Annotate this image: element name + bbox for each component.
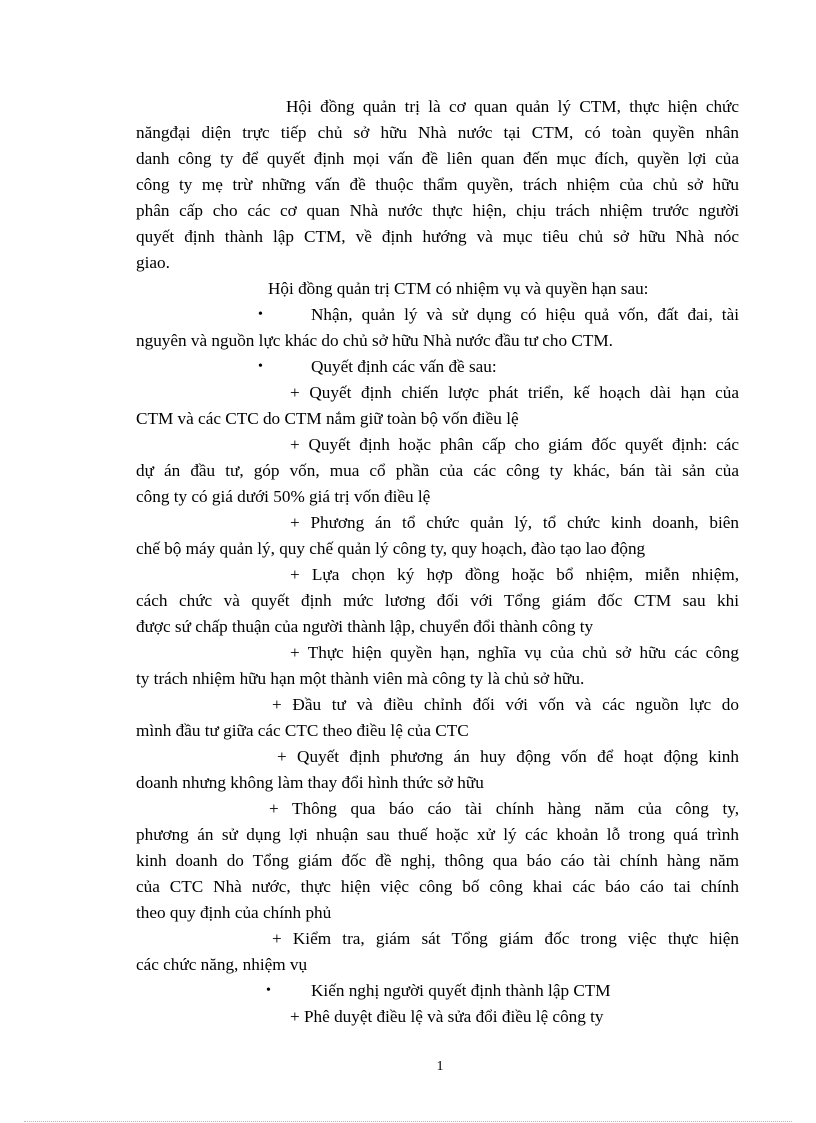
sub-item-line: + Thực hiện quyền hạn, nghĩa vụ của chủ sở hữu các công xyxy=(290,643,739,662)
sub-item-line: doanh nhưng không làm thay đổi hình thức sở hữu xyxy=(136,773,484,792)
bullet-line: nguyên và nguồn lực khác do chủ sở hữu Nhà nước đầu tư cho CTM. xyxy=(136,331,613,350)
sub-item-line: các chức năng, nhiệm vụ xyxy=(136,955,308,974)
sub-item-line: theo quy định của chính phủ xyxy=(136,903,332,922)
paragraph-line: năngđại diện trực tiếp chủ sở hữu Nhà nước tại CTM, có toàn quyền nhân xyxy=(136,123,739,142)
sub-item-line: kinh doanh do Tổng giám đốc đề nghị, thông qua báo cáo tài chính hàng năm xyxy=(136,851,739,870)
sub-item-line: cách chức và quyết định mức lương đối với Tổng giám đốc CTM sau khi xyxy=(136,591,739,610)
sub-item-line: CTM và các CTC do CTM nắm giữ toàn bộ vốn điều lệ xyxy=(136,409,519,428)
bullet-icon: • xyxy=(258,359,263,374)
sub-item-line: + Đầu tư và điều chỉnh đối với vốn và các nguồn lực do xyxy=(272,695,739,714)
sub-item-line: + Quyết định chiến lược phát triển, kế hoạch dài hạn của xyxy=(290,383,739,402)
sub-item-line: + Phương án tổ chức quản lý, tổ chức kinh doanh, biên xyxy=(290,513,739,532)
bullet-line: Nhận, quản lý và sử dụng có hiệu quả vốn, đất đai, tài xyxy=(311,305,739,324)
paragraph-line: quyết định thành lập CTM, về định hướng và mục tiêu chủ sở hữu Nhà nóc xyxy=(136,227,739,246)
sub-item-line: + Kiểm tra, giám sát Tổng giám đốc trong việc thực hiện xyxy=(272,929,739,948)
bullet-line: Kiến nghị người quyết định thành lập CTM xyxy=(311,981,611,1000)
sub-item-line: mình đầu tư giữa các CTC theo điều lệ của CTC xyxy=(136,721,469,740)
sub-item-line: + Lựa chọn ký hợp đồng hoặc bổ nhiệm, miễn nhiệm, xyxy=(290,565,739,584)
paragraph-line: Hội đồng quản trị là cơ quan quản lý CTM, thực hiện chức xyxy=(286,97,739,116)
paragraph-line: giao. xyxy=(136,253,170,272)
sub-item-line: ty trách nhiệm hữu hạn một thành viên mà công ty là chủ sở hữu. xyxy=(136,669,585,688)
paragraph-line: danh công ty để quyết định mọi vấn đề liên quan đến mục đích, quyền lợi của xyxy=(136,149,739,168)
sub-item-line: của CTC Nhà nước, thực hiện việc công bố công khai các báo cáo tai chính xyxy=(136,877,739,896)
sub-item-line: + Thông qua báo cáo tài chính hàng năm của công ty, xyxy=(269,799,739,818)
section-intro: Hội đồng quản trị CTM có nhiệm vụ và quyền hạn sau: xyxy=(268,279,649,298)
sub-item-line: + Quyết định hoặc phân cấp cho giám đốc quyết định: các xyxy=(290,435,739,454)
sub-item-line: dự án đầu tư, góp vốn, mua cổ phần của các công ty khác, bán tài sản của xyxy=(136,461,739,480)
sub-item-line: công ty có giá dưới 50% giá trị vốn điều lệ xyxy=(136,487,431,506)
page-bottom-divider xyxy=(24,1121,792,1122)
bullet-icon: • xyxy=(266,983,271,998)
page-number: 1 xyxy=(436,1059,444,1074)
sub-item-line: được sứ chấp thuận của người thành lập, chuyển đổi thành công ty xyxy=(136,617,594,636)
sub-item-line: + Phê duyệt điều lệ và sửa đổi điều lệ công ty xyxy=(290,1007,604,1026)
sub-item-line: + Quyết định phương án huy động vốn để hoạt động kinh xyxy=(277,747,739,766)
bullet-icon: • xyxy=(258,307,263,322)
paragraph-line: công ty mẹ trừ những vấn đề thuộc thẩm quyền, trách nhiệm của chủ sở hữu xyxy=(136,175,739,194)
sub-item-line: chế bộ máy quản lý, quy chế quản lý công ty, quy hoạch, đào tạo lao động xyxy=(136,539,646,558)
bullet-line: Quyết định các vấn đề sau: xyxy=(311,357,497,376)
sub-item-line: phương án sử dụng lợi nhuận sau thuế hoặc xử lý các khoản lỗ trong quá trình xyxy=(136,825,739,844)
paragraph-line: phân cấp cho các cơ quan Nhà nước thực hiện, chịu trách nhiệm trước người xyxy=(136,201,739,220)
